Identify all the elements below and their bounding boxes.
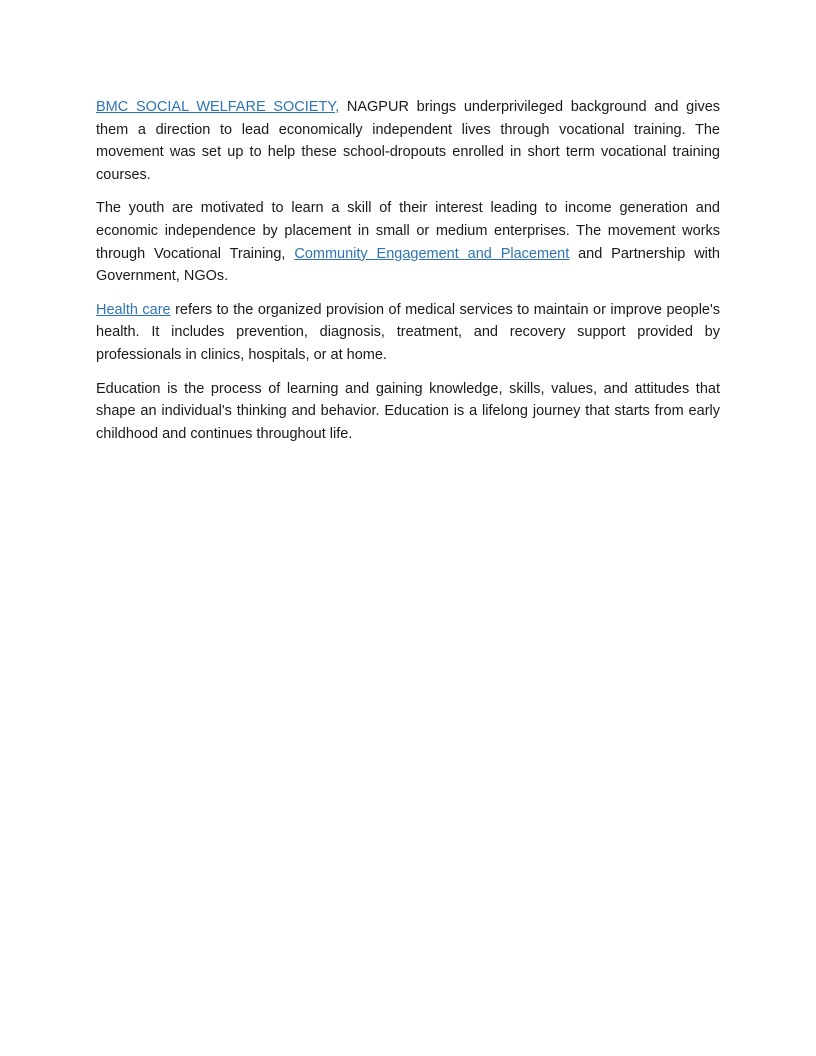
link-bmc-social-welfare-society[interactable]: BMC SOCIAL WELFARE SOCIETY,: [96, 99, 340, 115]
paragraph-youth: [96, 197, 720, 287]
paragraph-healthcare: [96, 299, 720, 367]
paragraph-intro-text: NAGPUR brings underprivileged background and gives them a direction to lead economically independent lives through vocational training. The movement was set up to help these school-dropouts enrolled in short term vocational training courses.: [96, 99, 721, 183]
paragraph-healthcare-text: refers to the organized provision of medical services to maintain or improve people's health. It includes prevention, diagnosis, treatment, and recovery support provided by professionals in clinics, hospitals, or at home.: [96, 301, 721, 363]
link-health-care[interactable]: Health care: [96, 301, 171, 318]
link-community-engagement-placement[interactable]: Community Engagement and Placement: [294, 245, 570, 262]
paragraph-education: [96, 378, 720, 446]
paragraph-intro: [96, 96, 720, 186]
paragraph-education-text: Education is the process of learning and gaining knowledge, skills, values, and attitudes that shape an individual's thinking and behavior. Education is a lifelong journey that starts from early childhood and continues throughout life.: [96, 380, 720, 442]
paragraph-youth-text-2: and Partnership with Government, NGOs.: [96, 245, 720, 285]
paragraph-youth-text-1: The youth are motivated to learn a skill of their interest leading to income generation and economic independence by placement in small or medium enterprises. The movement works through Vocational Training,: [96, 200, 720, 262]
